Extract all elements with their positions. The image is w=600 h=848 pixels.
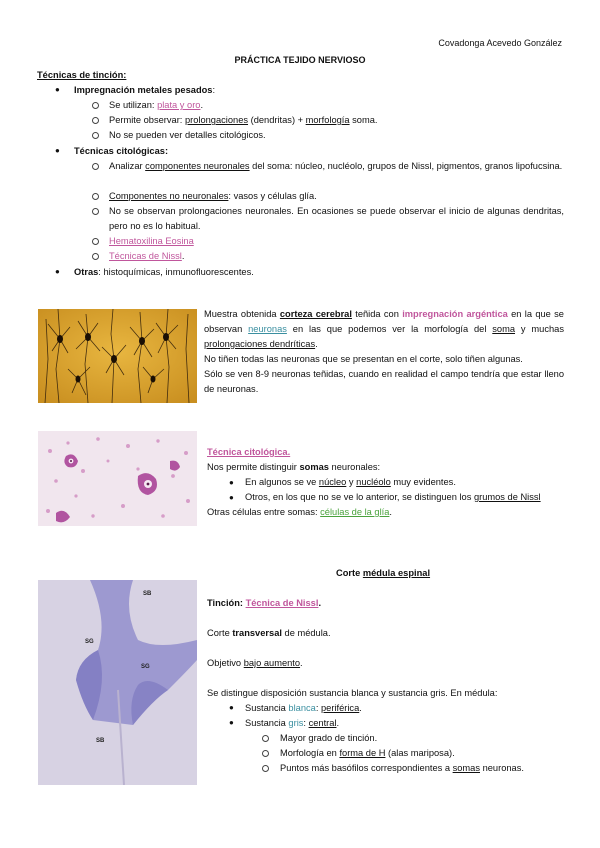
gray-matter-line: Sustancia gris: central.: [245, 718, 340, 728]
cytological-item-1: En algunos se ve núcleo y nucléolo muy evidentes.: [245, 477, 456, 487]
spinal-label-sb-bottom: SB: [96, 738, 105, 744]
bullet-icon: ●: [55, 85, 60, 94]
cytological-others: Otras células entre somas: células de la glía.: [207, 507, 393, 517]
circle-bullet-icon: [92, 117, 99, 124]
cortex-silver-image: [38, 309, 197, 403]
circle-bullet-icon: [262, 765, 269, 772]
cut-line: Corte transversal de médula.: [207, 628, 331, 638]
circle-bullet-icon: [92, 163, 99, 170]
stain-line: Tinción: Técnica de Nissl.: [207, 598, 322, 608]
page-title: PRÁCTICA TEJIDO NERVIOSO: [234, 55, 366, 65]
circle-bullet-icon: [92, 102, 99, 109]
cytological-item-2: Otros, en los que no se ve lo anterior, se distinguen los grumos de Nissl: [245, 492, 541, 502]
bullet-icon: ●: [229, 478, 234, 487]
cyto-no-prolong: No se observan prolongaciones neuronales. En ocasiones se puede observar el inicio de algunas dendritas, pero no es lo habitual.: [109, 206, 564, 231]
circle-bullet-icon: [262, 750, 269, 757]
cortex-description: Muestra obtenida corteza cerebral teñida con impregnación argéntica en la que se observan neuronas en las que podemos ver la morfología del soma y muchas prolongaciones dendríticas.: [204, 309, 564, 349]
spinal-cord-heading: Corte médula espinal: [336, 568, 431, 578]
cytological-intro: Nos permite distinguir somas neuronales:: [207, 462, 381, 472]
others-line: Otras: histoquímicas, inmunofluorescentes.: [74, 267, 254, 277]
cyto-nonneuronal: Componentes no neuronales: vasos y células glía.: [109, 191, 317, 201]
objective-line: Objetivo bajo aumento.: [207, 658, 303, 668]
metals-label: Impregnación metales pesados:: [74, 85, 216, 95]
spinal-label-sb-top: SB: [143, 591, 152, 597]
metals-used: Se utilizan: plata y oro.: [109, 100, 204, 110]
circle-bullet-icon: [92, 208, 99, 215]
spinal-label-sg-left: SG: [85, 639, 94, 645]
bullet-icon: ●: [229, 493, 234, 502]
gray-sub-3: Puntos más basófilos correspondientes a somas neuronas.: [280, 763, 524, 773]
bullet-icon: ●: [55, 146, 60, 155]
metals-no-details: No se pueden ver detalles citológicos.: [109, 130, 266, 140]
spinal-cord-image: [38, 580, 197, 785]
section-heading: Técnicas de tinción:: [37, 70, 127, 80]
cyto-analyze: Analizar componentes neuronales del soma: núcleo, nucléolo, grupos de Nissl, pigmentos, granos lipofucsina.: [109, 161, 563, 171]
cytological-stain-image: [38, 431, 197, 526]
gray-sub-1: Mayor grado de tinción.: [280, 733, 378, 743]
he-link[interactable]: Hematoxilina Eosina: [109, 236, 194, 246]
bullet-icon: ●: [229, 718, 234, 727]
white-matter-line: Sustancia blanca: periférica.: [245, 703, 362, 713]
circle-bullet-icon: [92, 238, 99, 245]
circle-bullet-icon: [92, 253, 99, 260]
author-name: Covadonga Acevedo González: [438, 38, 562, 48]
cortex-note-1: No tiñen todas las neuronas que se presentan en el corte, solo tiñen algunas.: [204, 354, 523, 364]
cyto-label: Técnicas citológicas:: [74, 146, 169, 156]
circle-bullet-icon: [92, 193, 99, 200]
distinguish-line: Se distingue disposición sustancia blanca y sustancia gris. En médula:: [207, 688, 498, 698]
bullet-icon: ●: [55, 267, 60, 276]
cortex-note-2: Sólo se ven 8-9 neuronas teñidas, cuando en realidad el campo tendría que estar lleno de neuronas.: [204, 369, 564, 394]
spinal-label-sg-right: SG: [141, 664, 150, 670]
gray-sub-2: Morfología en forma de H (alas mariposa).: [280, 748, 455, 758]
metals-observe: Permite observar: prolongaciones (dendritas) + morfología soma.: [109, 115, 378, 125]
cytological-heading: Técnica citológica.: [207, 447, 291, 457]
bullet-icon: ●: [229, 703, 234, 712]
nissl-link[interactable]: Técnicas de Nissl.: [109, 251, 185, 261]
circle-bullet-icon: [92, 132, 99, 139]
circle-bullet-icon: [262, 735, 269, 742]
